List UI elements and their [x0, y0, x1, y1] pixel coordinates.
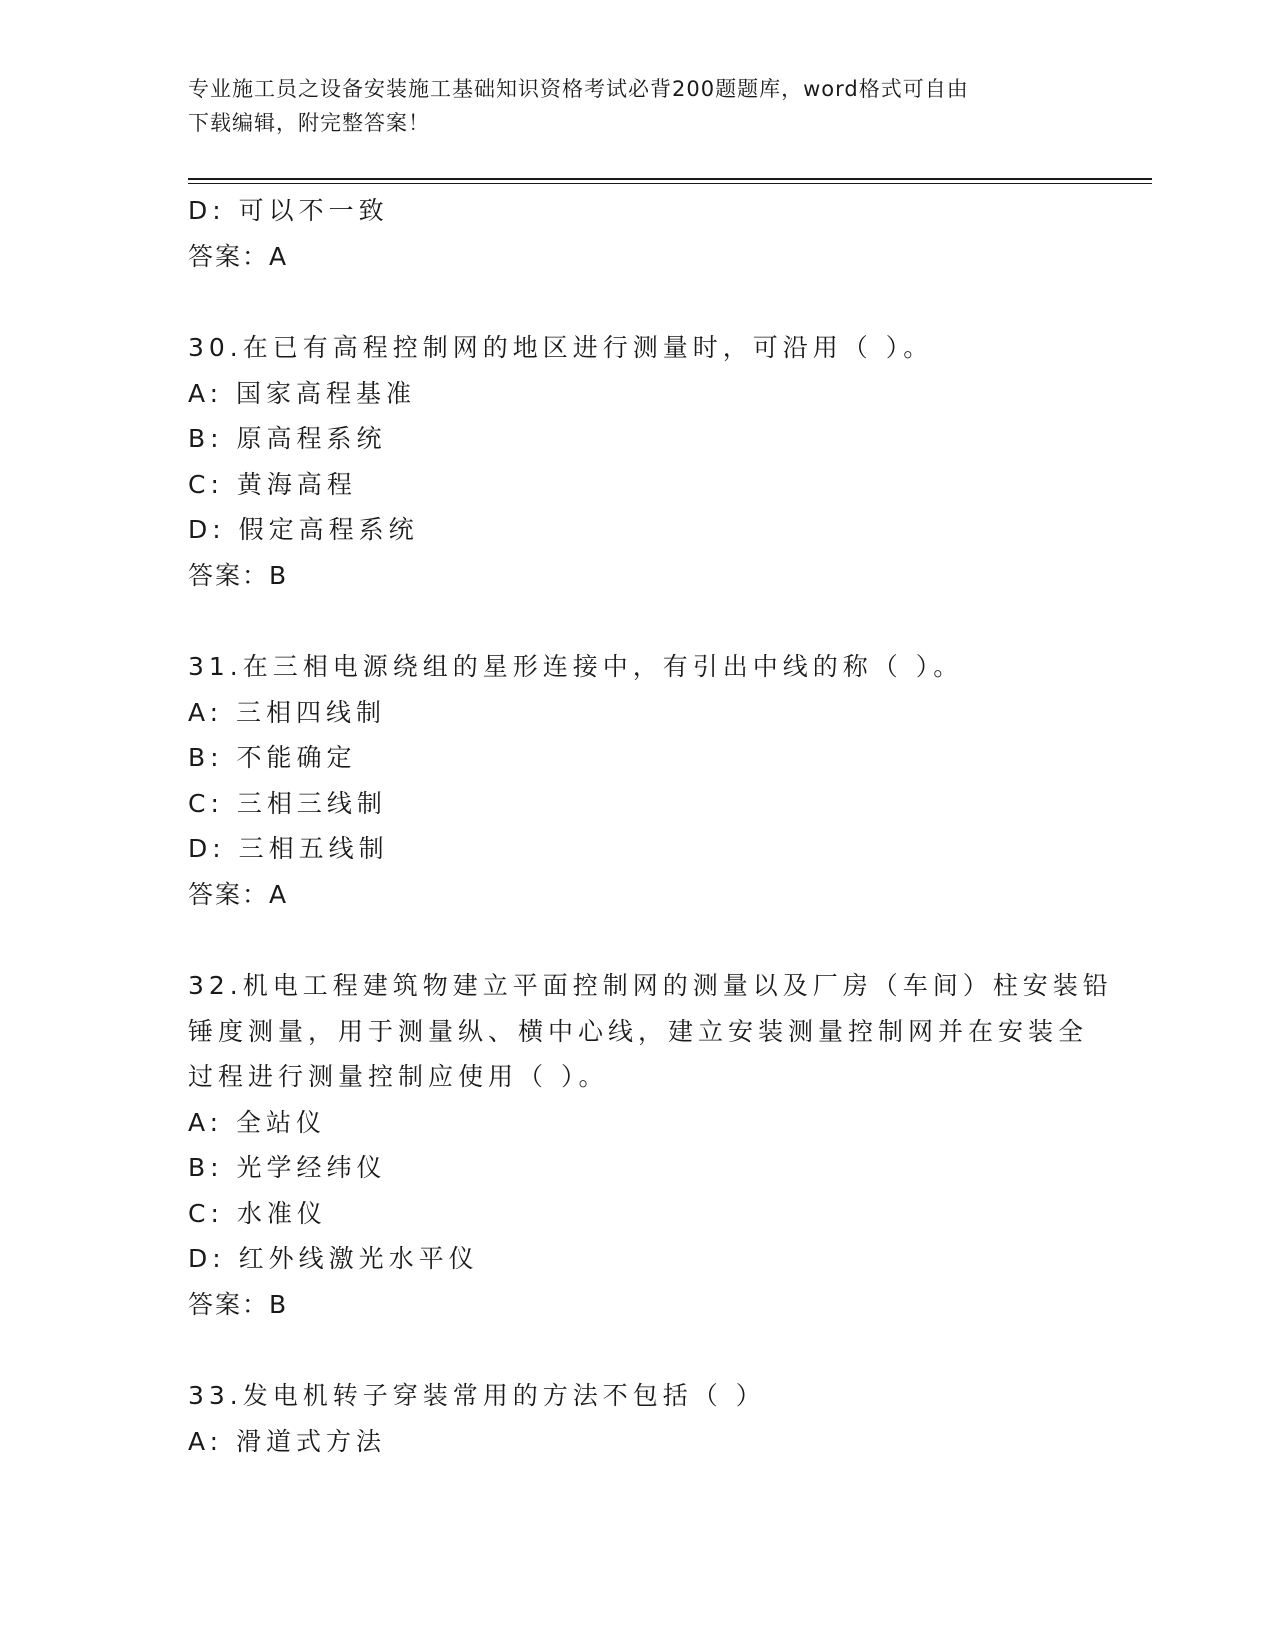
header-divider-thick — [188, 178, 1152, 180]
question-33 — [188, 1373, 1088, 1464]
option-a: A: 全站仪 — [188, 1107, 327, 1137]
question-stem-line-1: 32.机电工程建筑物建立平面控制网的测量以及厂房（车间）柱安装铅 — [188, 971, 1113, 1000]
question-31 — [188, 644, 1088, 917]
question-list — [188, 188, 1113, 1464]
answer: 答案：B — [188, 560, 289, 590]
option-d: D: 假定高程系统 — [188, 515, 419, 544]
option-c: C: 三相三线制 — [188, 788, 387, 818]
option-c: C: 黄海高程 — [188, 469, 357, 499]
option-b: B: 不能确定 — [188, 743, 357, 772]
answer: 答案：B — [188, 1289, 289, 1319]
question-stem-line-3: 过程进行测量控制应使用（ ）。 — [188, 1062, 609, 1091]
option-a: A: 滑道式方法 — [188, 1426, 387, 1456]
question-stem: 33.发电机转子穿装常用的方法不包括（ ） — [188, 1381, 766, 1410]
header-divider-thin — [188, 183, 1152, 184]
spacer — [188, 917, 1088, 963]
option-a: A: 三相四线制 — [188, 697, 387, 727]
spacer — [188, 1327, 1088, 1373]
option-a: A: 国家高程基准 — [188, 378, 417, 408]
option-d: D: 可以不一致 — [188, 196, 389, 225]
option-b: B: 光学经纬仪 — [188, 1153, 387, 1182]
answer: 答案：A — [188, 241, 289, 271]
answer: 答案：A — [188, 879, 289, 909]
question-30 — [188, 325, 1088, 598]
spacer — [188, 598, 1088, 644]
option-b: B: 原高程系统 — [188, 424, 387, 453]
document-header — [188, 72, 1088, 140]
header-title-line-2: 下载编辑，附完整答案！ — [188, 111, 430, 135]
question-29-tail — [188, 188, 1088, 279]
option-d: D: 红外线激光水平仪 — [188, 1244, 479, 1273]
header-title-line-1: 专业施工员之设备安装施工基础知识资格考试必背200题题库，word格式可自由 — [188, 77, 969, 101]
option-c: C: 水准仪 — [188, 1198, 327, 1228]
spacer — [188, 279, 1088, 325]
question-stem-line-2: 锤度测量，用于测量纵、横中心线，建立安装测量控制网并在安装全 — [188, 1016, 1089, 1046]
option-d: D: 三相五线制 — [188, 834, 389, 863]
question-stem: 31.在三相电源绕组的星形连接中，有引出中线的称（ ）。 — [188, 652, 964, 681]
question-32 — [188, 963, 1113, 1327]
question-stem: 30.在已有高程控制网的地区进行测量时，可沿用（ ）。 — [188, 333, 934, 362]
